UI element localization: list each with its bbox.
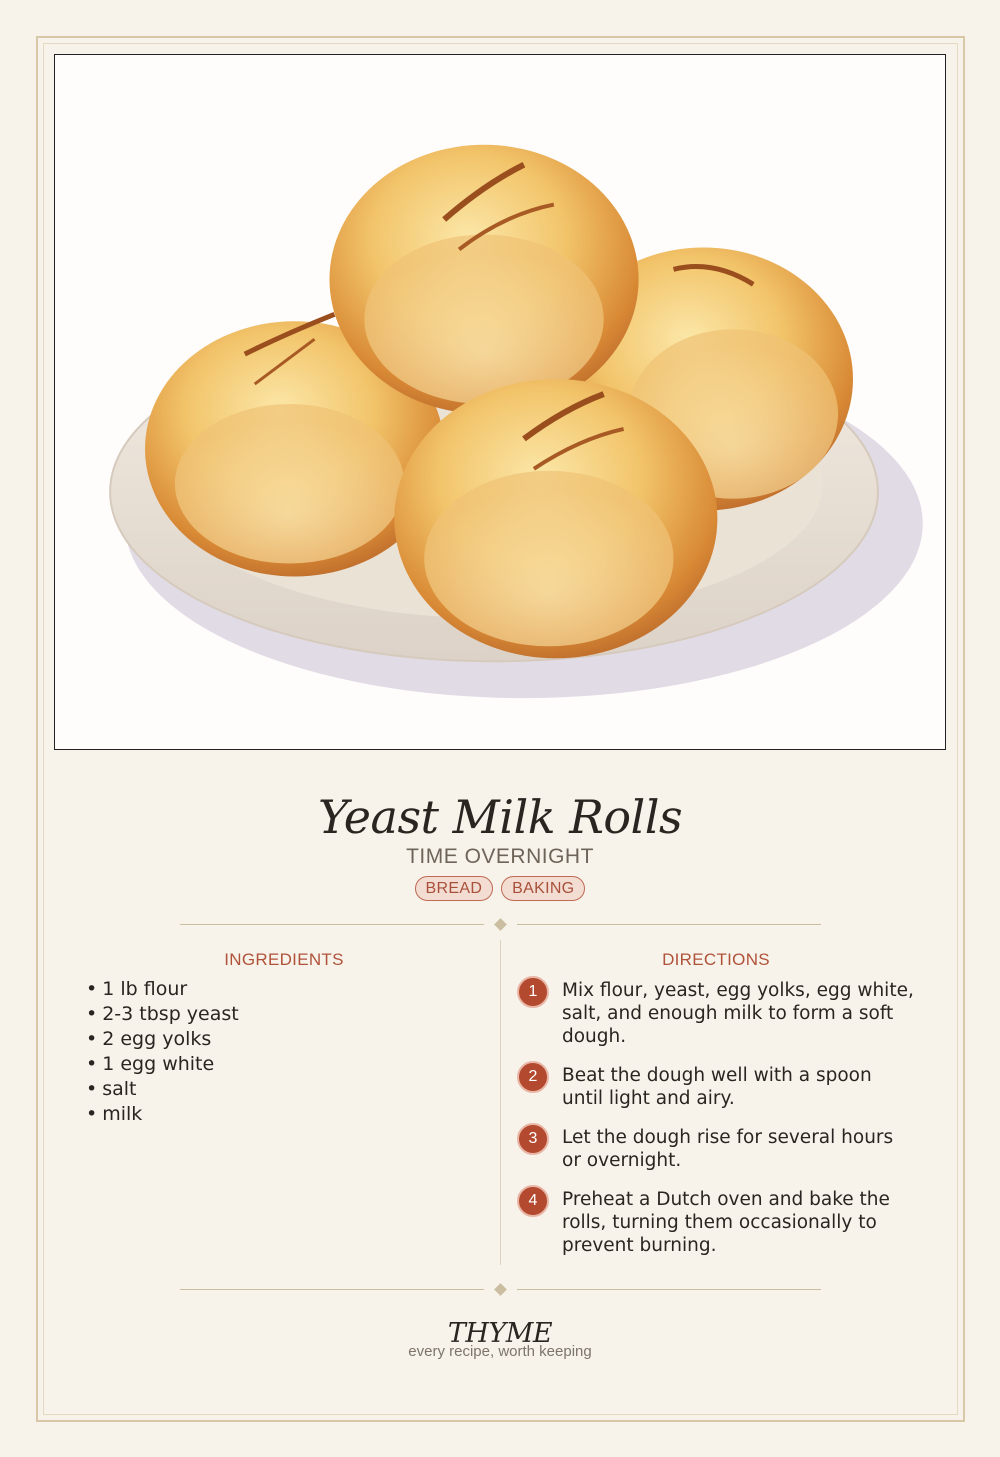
ingredient-item: • 1 egg white xyxy=(86,1052,239,1076)
step-text: Beat the dough well with a spoon until light and airy. xyxy=(562,1065,872,1109)
tag-baking[interactable]: BAKING xyxy=(501,876,585,901)
brand-tagline: every recipe, worth keeping xyxy=(408,1343,592,1360)
column-separator xyxy=(500,940,501,1265)
section-divider-top xyxy=(180,918,821,932)
ingredient-item: • salt xyxy=(86,1077,239,1101)
ingredient-item: • 1 lb flour xyxy=(86,977,239,1001)
tag-bread[interactable]: BREAD xyxy=(415,876,494,901)
step-number-badge: 1 xyxy=(517,976,549,1008)
step-text: Let the dough rise for several hours or overnight. xyxy=(562,1127,894,1171)
step-number-badge: 3 xyxy=(517,1123,549,1155)
direction-step xyxy=(517,1185,917,1257)
ingredients-heading: INGREDIENTS xyxy=(224,950,344,969)
directions-heading: DIRECTIONS xyxy=(662,950,770,969)
recipe-time: TIME OVERNIGHT xyxy=(406,845,594,868)
step-number-badge: 4 xyxy=(517,1185,549,1217)
step-number-badge: 2 xyxy=(517,1061,549,1093)
tag-list xyxy=(0,876,1000,901)
ingredients-list xyxy=(86,977,239,1127)
recipe-photo xyxy=(54,54,946,750)
section-divider-bottom xyxy=(180,1283,821,1297)
step-text: Mix flour, yeast, egg yolks, egg white, salt, and enough milk to form a soft dough. xyxy=(562,980,914,1047)
direction-step xyxy=(517,976,917,1048)
directions-list xyxy=(517,976,917,1270)
direction-step xyxy=(517,1123,917,1172)
brand-logo: THYME xyxy=(447,1318,553,1349)
direction-step xyxy=(517,1061,917,1110)
roll-top xyxy=(329,145,638,414)
ingredient-item: • 2 egg yolks xyxy=(86,1027,239,1051)
ingredient-item: • 2-3 tbsp yeast xyxy=(86,1002,239,1026)
roll-front xyxy=(394,379,717,658)
ingredient-item: • milk xyxy=(86,1102,239,1126)
step-text: Preheat a Dutch oven and bake the rolls, turning them occasionally to prevent burning. xyxy=(562,1189,890,1256)
recipe-title: Yeast Milk Rolls xyxy=(317,790,683,844)
